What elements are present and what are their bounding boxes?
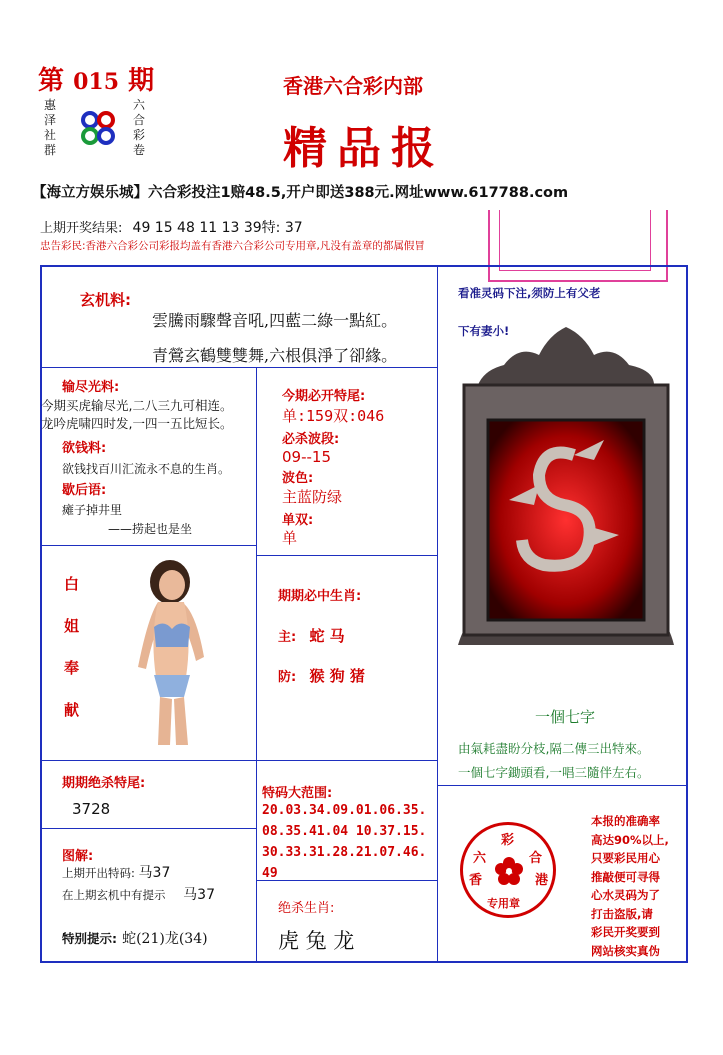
- issue-prefix: 第: [38, 66, 65, 96]
- club-left-char: 泽: [44, 113, 57, 127]
- accuracy-line: 彩民开奖要到: [591, 925, 660, 939]
- accuracy-notice: [591, 812, 669, 960]
- girl-char: 奉: [64, 659, 80, 677]
- bauhinia-icon: [493, 855, 525, 887]
- danshuang-label: 单双:: [282, 513, 314, 528]
- club-left-char: 社: [44, 128, 57, 142]
- girl-caption: [64, 563, 84, 731]
- tuxie-line2-label: 在上期玄机中有提示: [62, 888, 166, 902]
- official-seal: [460, 822, 556, 918]
- seven-title: 一個七字: [535, 708, 596, 726]
- divider: [256, 760, 437, 761]
- club-name-right: [133, 98, 147, 158]
- divider: [256, 367, 257, 962]
- shujin-line2: 龙吟虎啸四时发,一四一五比短长。: [41, 416, 233, 431]
- fanwei-line: 08.35.41.04 10.37.15.: [262, 824, 427, 839]
- last-result-label: 上期开奖结果:: [40, 221, 123, 236]
- xiehou-label: 歇后语:: [62, 483, 107, 498]
- tip-label: 特别提示:: [62, 931, 117, 946]
- danshuang-value: 单: [282, 529, 298, 547]
- tuxie-label: 图解:: [62, 849, 94, 864]
- club-right-char: 合: [133, 113, 146, 127]
- main-title: 精品报: [283, 123, 445, 174]
- club-name-left: [44, 98, 58, 158]
- divider: [437, 266, 438, 962]
- divider: [41, 545, 256, 546]
- xuanji-label: 玄机料:: [80, 291, 131, 309]
- juesha-label: 期期绝杀特尾:: [62, 776, 146, 791]
- fanwei-line: 49: [262, 866, 278, 881]
- bizhong-label: 期期必中生肖:: [278, 589, 362, 604]
- xiehou-line2: ——捞起也是坐: [108, 522, 193, 536]
- fanwei-numbers: [262, 800, 426, 884]
- pink-frame-inner: [499, 210, 651, 271]
- warning-text: 忠告彩民:香港六合彩公司彩报均盖有香港六合彩公司专用章,凡没有盖章的都属假冒: [40, 240, 425, 252]
- qian-label: 欲钱料:: [62, 441, 107, 456]
- right-line2: 下有妻小!: [458, 324, 510, 338]
- last-result: [40, 217, 303, 237]
- shujin-label: 输尽光料:: [62, 380, 120, 395]
- bizhong-fang: [278, 665, 365, 686]
- bose-label: 必杀波段:: [282, 432, 340, 447]
- seal-right-char: 合: [529, 851, 543, 866]
- tuxie-line2: [62, 884, 215, 904]
- club-logo-icon: [78, 108, 118, 148]
- fanwei-label: 特码大范围:: [262, 786, 333, 801]
- top-title: 香港六合彩内部: [283, 74, 423, 98]
- color-label: 波色:: [282, 471, 314, 486]
- tuxie-tip: [62, 928, 208, 948]
- girl-char: 姐: [64, 617, 80, 635]
- tuxie-line1: [62, 862, 170, 882]
- divider: [41, 828, 256, 829]
- girl-char: 白: [64, 575, 80, 593]
- bizhong-main-value: 蛇 马: [309, 627, 345, 645]
- tip-value: 蛇(21)龙(34): [122, 931, 208, 947]
- issue-suffix: 期: [128, 66, 155, 96]
- accuracy-line: 本报的准确率: [591, 814, 660, 828]
- xuanji-line1: 雲騰雨驟聲音吼,四藍二綠一點紅。: [152, 311, 398, 330]
- last-result-numbers: 49 15 48 11 13 39特: 37: [132, 220, 303, 236]
- right-line1: 看准灵码下注,须防上有父老: [458, 286, 601, 300]
- tuxie-line1-label: 上期开出特码:: [62, 866, 135, 880]
- shasheng-label: 绝杀生肖:: [278, 901, 335, 916]
- fanwei-line: 30.33.31.28.21.07.46.: [262, 845, 427, 860]
- bizhong-main-label: 主:: [278, 630, 297, 645]
- accuracy-line: 只要彩民用心: [591, 851, 660, 865]
- ad-line: 【海立方娱乐城】六合彩投注1赔48.5,开户即送388元.网址www.617788.com: [32, 185, 569, 201]
- color-value: 主蓝防绿: [282, 488, 343, 506]
- divider: [41, 760, 256, 761]
- club-right-char: 六: [133, 98, 146, 112]
- accuracy-line: 打击盗版,请: [591, 906, 653, 921]
- club-right-char: 彩: [133, 128, 146, 142]
- seal-bottom: 专用章: [487, 897, 520, 910]
- issue-value: 015: [73, 69, 120, 95]
- tuxie-line1-value: 马37: [138, 865, 171, 881]
- seal-left-char: 六: [473, 851, 487, 866]
- seal-left2-char: 香: [469, 873, 483, 888]
- xiehou-line1: 瘫子掉井里: [62, 503, 123, 517]
- seal-top-char: 彩: [501, 833, 515, 848]
- divider: [437, 785, 687, 786]
- club-right-char: 卷: [133, 143, 146, 157]
- accuracy-line: 推敲便可寻得: [591, 869, 660, 884]
- fanwei-line: 20.03.34.09.01.06.35.: [262, 803, 427, 818]
- divider: [256, 555, 437, 556]
- model-photo: [118, 557, 218, 747]
- club-left-char: 群: [44, 143, 57, 157]
- club-left-char: 惠: [44, 98, 57, 112]
- accuracy-line: 高达90%以上,: [591, 832, 669, 847]
- seven-line1: 由氣耗盡盼分枝,隔二傳三出特來。: [458, 741, 650, 756]
- bizhong-main: [278, 625, 345, 646]
- qian-text: 欲钱找百川汇流永不息的生肖。: [62, 462, 231, 476]
- seal-right2-char: 港: [535, 873, 549, 888]
- bizhong-fang-label: 防:: [278, 670, 297, 685]
- shujin-line1: 今期买虎输尽光,二八三九可相连。: [41, 398, 233, 413]
- bose-value: 09--15: [282, 448, 331, 466]
- bizhong-fang-value: 猴 狗 猪: [309, 667, 365, 685]
- issue-number: [38, 60, 154, 97]
- accuracy-line: 网站核实真伪: [591, 943, 660, 958]
- juesha-value: 3728: [72, 800, 111, 818]
- shasheng-value: 虎 兔 龙: [278, 929, 355, 953]
- accuracy-line: 心水灵码为了: [591, 888, 660, 902]
- xuanji-line2: 青鶯玄鶴雙雙舞,六根俱淨了卻緣。: [152, 346, 398, 365]
- tuxie-line2-value: 马37: [183, 887, 215, 903]
- divider: [41, 367, 437, 368]
- girl-char: 献: [64, 701, 80, 719]
- seven-line2: 一個七字鋤頭看,一唱三隨伴左右。: [458, 765, 650, 780]
- tema-label: 今期必开特尾:: [282, 389, 366, 404]
- tema-value: 单:159双:046: [282, 407, 385, 425]
- dragon-frame-image: [444, 325, 688, 655]
